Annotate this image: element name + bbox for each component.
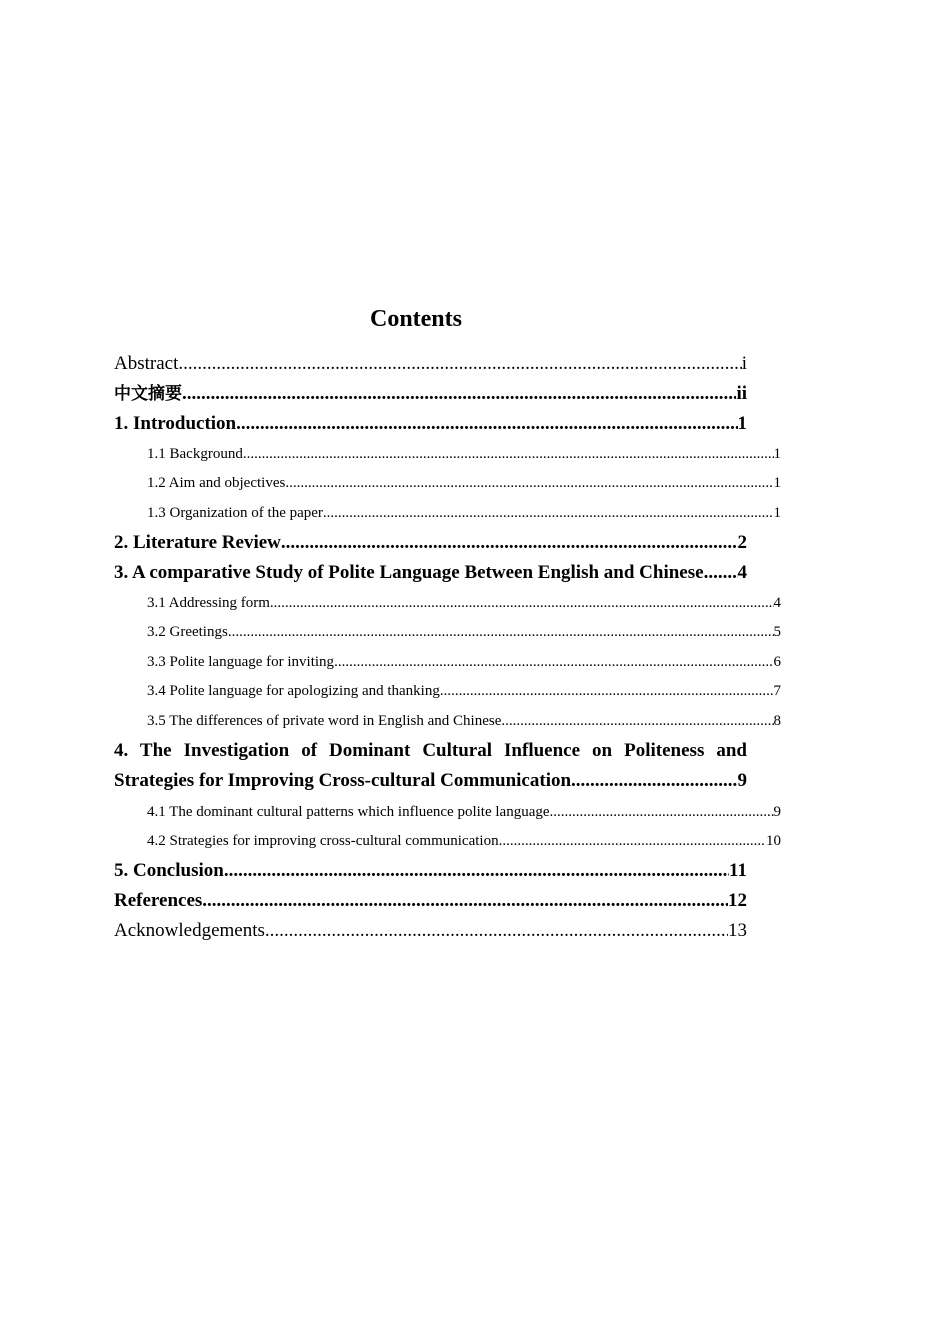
dot-leader <box>501 710 773 732</box>
toc-entry-label: 3.4 Polite language for apologizing and thanking <box>147 683 440 699</box>
dot-leader <box>499 830 766 852</box>
toc-entry-acknowledgements[interactable] <box>114 918 747 944</box>
toc-entry-label: Strategies for Improving Cross-cultural Communication <box>114 770 572 791</box>
toc-page-number: 1 <box>737 413 747 434</box>
toc-entry-chinese-abstract[interactable] <box>114 381 747 407</box>
toc-entry-label: 1. Introduction <box>114 413 237 434</box>
toc-page-number: 6 <box>773 654 781 670</box>
toc-entry-label: 1.1 Background <box>147 446 243 462</box>
dot-leader <box>182 381 736 407</box>
toc-entry-apologizing-thanking[interactable] <box>147 680 781 702</box>
dot-leader <box>334 651 773 673</box>
toc-entry-label: 中文摘要 <box>114 384 182 404</box>
dot-leader <box>571 768 737 794</box>
toc-entry-greetings[interactable] <box>147 621 781 643</box>
dot-leader <box>440 680 774 702</box>
toc-page-number: 4 <box>773 595 781 611</box>
dot-leader <box>243 443 774 465</box>
dot-leader <box>224 858 729 884</box>
toc-entry-label: 5. Conclusion <box>114 860 224 881</box>
toc-entry-label: Acknowledgements <box>114 920 265 941</box>
dot-leader <box>228 621 774 643</box>
toc-entry-private-word[interactable] <box>147 710 781 732</box>
toc-entry-investigation-line1[interactable]: 4. The Investigation of Dominant Cultural Influence on Politeness and <box>114 740 747 761</box>
toc-entry-inviting[interactable] <box>147 651 781 673</box>
toc-page-number: 4 <box>737 562 747 583</box>
dot-leader <box>323 502 774 524</box>
toc-entry-label: Abstract <box>114 353 179 374</box>
dot-leader <box>270 592 774 614</box>
page-title: Contents <box>369 306 462 332</box>
toc-entry-label: 3.1 Addressing form <box>147 595 270 611</box>
toc-entry-label: 1.3 Organization of the paper <box>147 505 323 521</box>
dot-leader <box>281 530 738 556</box>
toc-page-number: 9 <box>773 804 781 820</box>
dot-leader <box>550 801 774 823</box>
toc-entry-dominant-patterns[interactable] <box>147 801 781 823</box>
toc-entry-strategies[interactable] <box>147 830 781 852</box>
toc-entry-abstract[interactable] <box>114 351 747 377</box>
toc-page-number: 13 <box>728 920 747 941</box>
toc-page-number: 9 <box>737 770 747 791</box>
toc-entry-literature-review[interactable] <box>114 530 747 556</box>
dot-leader <box>178 351 741 377</box>
toc-entry-comparative-study[interactable] <box>114 560 747 586</box>
toc-entry-introduction[interactable] <box>114 411 747 437</box>
toc-page-number: 5 <box>773 624 781 640</box>
toc-entry-organization[interactable] <box>147 502 781 524</box>
toc-entry-label: 2. Literature Review <box>114 532 281 553</box>
toc-entry-label: References <box>114 890 203 911</box>
toc-page-number: 12 <box>728 890 747 911</box>
dot-leader <box>265 918 728 944</box>
toc-entry-label: 1.2 Aim and objectives <box>147 475 286 491</box>
toc-entry-label: 3.2 Greetings <box>147 624 228 640</box>
toc-page-number: ii <box>736 383 747 404</box>
toc-entry-label: 3.5 The differences of private word in English and Chinese <box>147 713 502 729</box>
toc-page-number: 10 <box>766 833 781 849</box>
toc-entry-label: 3. A comparative Study of Polite Language Between English and Chinese <box>114 562 704 583</box>
toc-entry-conclusion[interactable] <box>114 858 747 884</box>
toc-page-number: 11 <box>729 860 747 881</box>
toc-entry-label: 4.2 Strategies for improving cross-cultural communication <box>147 833 499 849</box>
toc-entry-background[interactable] <box>147 443 781 465</box>
dot-leader <box>202 888 728 914</box>
dot-leader <box>236 411 737 437</box>
toc-page-number: 2 <box>737 532 747 553</box>
toc-page-number: 1 <box>773 505 781 521</box>
toc-page-number: 7 <box>773 683 781 699</box>
toc-entry-references[interactable] <box>114 888 747 914</box>
toc-page-number: 8 <box>773 713 781 729</box>
toc-entry-label: 3.3 Polite language for inviting <box>147 654 335 670</box>
dot-leader <box>285 472 773 494</box>
toc-page-number: i <box>741 353 747 374</box>
toc-entry-investigation[interactable] <box>114 768 747 794</box>
dot-leader <box>704 560 738 586</box>
toc-page-number: 1 <box>773 446 781 462</box>
toc-entry-aim-objectives[interactable] <box>147 472 781 494</box>
toc-entry-label: 4.1 The dominant cultural patterns which influence polite language <box>147 804 550 820</box>
toc-page-number: 1 <box>773 475 781 491</box>
toc-entry-addressing-form[interactable] <box>147 592 781 614</box>
